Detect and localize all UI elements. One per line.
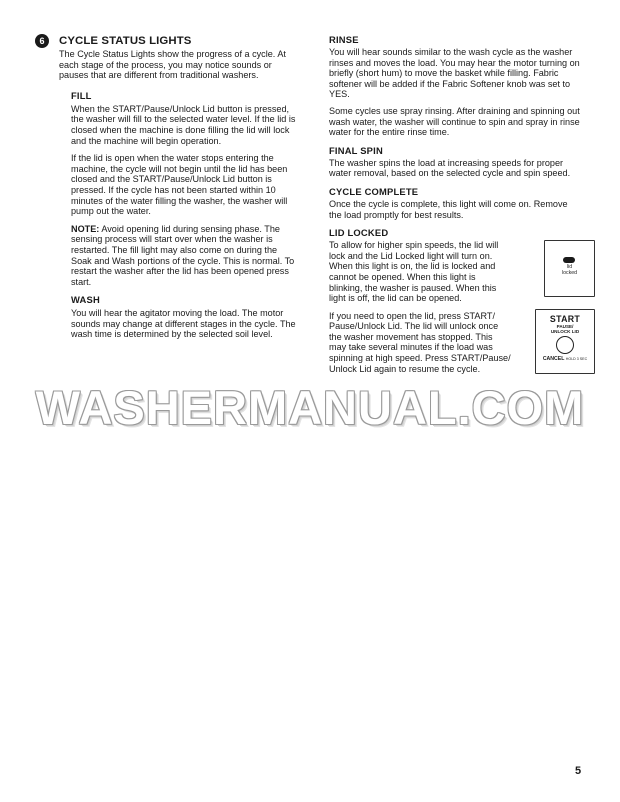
watermark: WASHERMANUAL.COM — [35, 381, 585, 434]
lid-locked-panel-label — [545, 265, 594, 276]
note-text: Avoid opening lid during sensing phase. The sensing process will start over when the washer is restarted. The fill light may also come on during the Soak and Wash portions of the cycle. This is normal. To restart the washer after the lid has been opened press start. — [71, 223, 295, 287]
lid-label-line-1: lid — [566, 264, 573, 271]
cancel-label — [536, 356, 594, 362]
section-title: CYCLE STATUS LIGHTS — [59, 35, 192, 47]
fill-note — [71, 224, 300, 288]
lid-locked-paragraph-1: To allow for higher spin speeds, the lid will lock and the Lid Locked light will turn on. When this light is on, the lid is locked and cannot be opened. When this light is blinking, the washer is paused. When this light is off, the lid can be opened. — [329, 240, 499, 304]
lid-locked-heading: LID LOCKED — [329, 227, 389, 239]
start-title: START — [549, 313, 581, 324]
rinse-paragraph-2: Some cycles use spray rinsing. After draining and spinning out wash water, the washer will continue to spin and spray in rinse water for the entire rinse time. — [329, 105, 580, 138]
right-column — [329, 34, 588, 374]
section-intro: The Cycle Status Lights show the progress of a cycle. At each stage of the process, you may notice sounds or pauses that are different from traditional washers. — [59, 49, 286, 81]
unlock-row — [329, 310, 588, 375]
cancel-text: CANCEL — [542, 356, 565, 363]
rinse-heading: RINSE — [329, 34, 359, 45]
start-button-circle-icon — [556, 336, 574, 354]
lid-label-line-2: locked — [562, 269, 577, 276]
wash-paragraph-1: You will hear the agitator moving the load. The motor sounds may change at different stages in the cycle. The wash time is determined by the selected soil level. — [71, 308, 296, 340]
cycle-complete-heading: CYCLE COMPLETE — [329, 185, 419, 197]
left-column — [38, 34, 300, 340]
start-sub-line-1: PAUSE/ — [556, 323, 574, 329]
fill-heading: FILL — [71, 89, 92, 101]
start-sub-line-2: UNLOCK LID — [550, 328, 580, 334]
final-spin-heading: FINAL SPIN — [329, 144, 383, 156]
start-button-panel-illustration — [535, 309, 595, 374]
lid-locked-row — [329, 240, 581, 304]
cancel-hold-text: HOLD 3 SEC — [565, 357, 588, 362]
note-label: NOTE: — [71, 223, 100, 234]
page-number: 5 — [575, 765, 582, 777]
lid-locked-panel-illustration — [544, 240, 595, 297]
fill-block — [71, 90, 300, 340]
wash-heading: WASH — [71, 294, 100, 306]
fill-paragraph-2: If the lid is open when the water stops entering the machine, the cycle will not begin until the lid has been closed and the START/Pause/Unlock Lid button is pressed. If the cycle has not been started within 10 minutes of the water filling the washer, the washer will pump out the water. — [71, 153, 288, 217]
section-header — [38, 34, 300, 48]
cycle-complete-paragraph: Once the cycle is complete, this light will come on. Remove the load promptly for best results. — [329, 198, 568, 220]
lid-locked-paragraph-2: If you need to open the lid, press START/ Pause/Unlock Lid. The lid will unlock once the washer movement has stopped. This may take several minutes if the load was spinning at high speed. Press START/Pause/ Unlock Lid again to resume the cycle. — [329, 310, 511, 374]
rinse-paragraph-1: You will hear sounds similar to the wash cycle as the washer rinses and moves the load. You may hear the motor turning on briefly (short hum) to move the basket while filling. Fabric softener will be added if the Fabric Softener knob was set to YES. — [329, 47, 580, 100]
lid-locked-light-icon — [563, 257, 575, 263]
section-number-badge: 6 — [35, 34, 49, 48]
fill-paragraph-1: When the START/Pause/Unlock Lid button is pressed, the washer will fill to the selected water level. If the lid is closed when the machine is done filling the lid will lock and the machine will begin operation. — [71, 103, 296, 146]
final-spin-paragraph: The washer spins the load at increasing speeds for proper water removal, based on the selected cycle and spin speed. — [329, 157, 571, 179]
